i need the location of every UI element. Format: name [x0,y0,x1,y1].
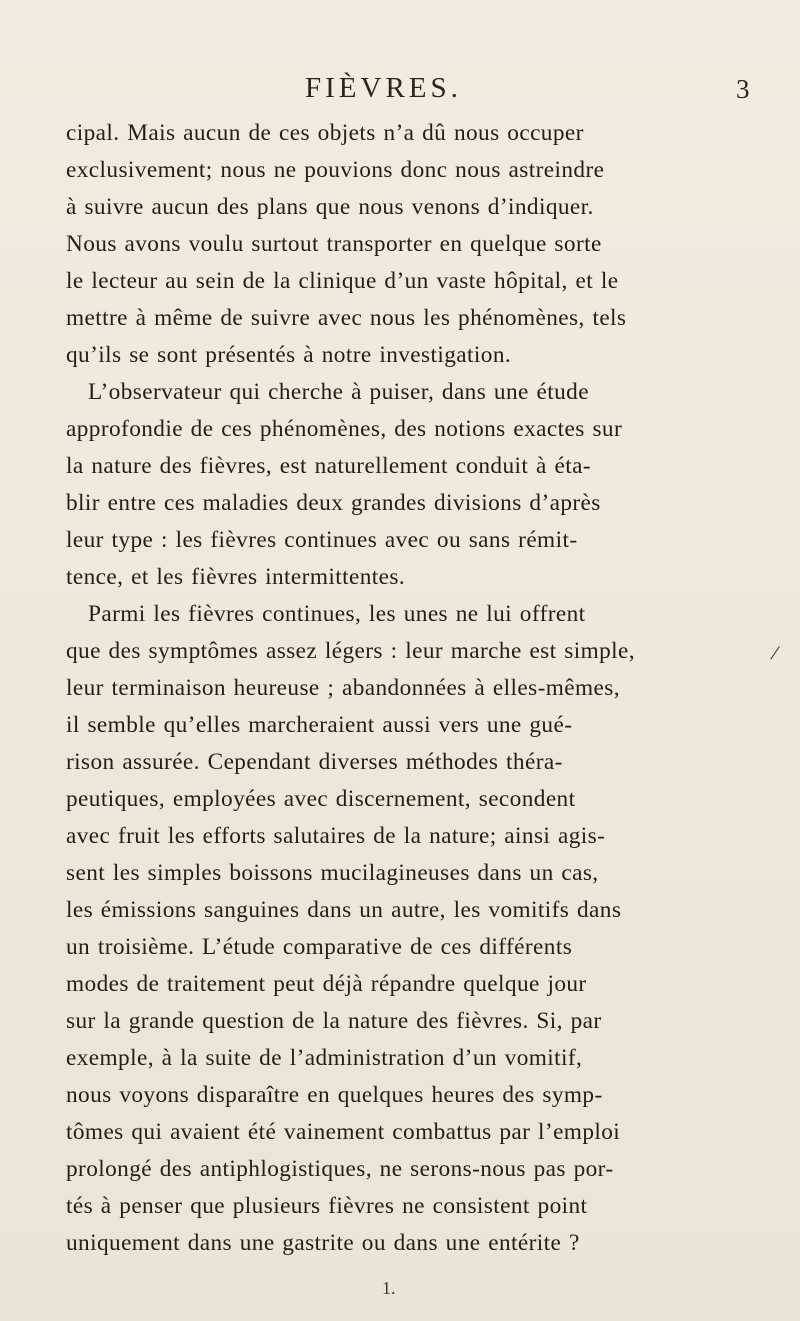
text-line: modes de traitement peut déjà répandre quelque jour [66,971,587,997]
text-line: tômes qui avaient été vainement combattus par l’emploi [66,1119,621,1145]
text-line: approfondie de ces phénomènes, des notions exactes sur [66,416,623,442]
text-line: rison assurée. Cependant diverses méthodes théra- [66,749,563,775]
text-line: sur la grande question de la nature des fièvres. Si, par [66,1008,602,1034]
text-line: mettre à même de suivre avec nous les phénomènes, tels [66,305,627,331]
margin-pencil-mark: / [768,639,782,666]
text-line: cipal. Mais aucun de ces objets n’a dû nous occuper [66,120,584,146]
text-line: avec fruit les efforts salutaires de la nature; ainsi agis- [66,823,606,849]
text-line: exclusivement; nous ne pouvions donc nous astreindre [66,157,605,183]
text-line: la nature des fièvres, est naturellement conduit à éta- [66,453,591,479]
text-line: que des symptômes assez légers : leur marche est simple, [66,638,635,664]
text-line: leur terminaison heureuse ; abandonnées à elles-mêmes, [66,675,620,701]
text-line: tence, et les fièvres intermittentes. [66,564,406,590]
text-line: tés à penser que plusieurs fièvres ne consistent point [66,1193,588,1219]
text-line: il semble qu’elles marcheraient aussi vers une gué- [66,712,573,738]
running-title: FIÈVRES. [305,72,462,104]
running-head [0,72,800,112]
text-line: le lecteur au sein de la clinique d’un vaste hôpital, et le [66,268,619,294]
text-line: les émissions sanguines dans un autre, les vomitifs dans [66,897,622,923]
text-line: qu’ils se sont présentés à notre investigation. [66,342,512,368]
text-line: sent les simples boissons mucilagineuses dans un cas, [66,860,599,886]
text-line: prolongé des antiphlogistiques, ne serons-nous pas por- [66,1156,614,1182]
text-line: exemple, à la suite de l’administration d’un vomitif, [66,1045,583,1071]
page-number: 3 [736,74,750,104]
text-line: leur type : les fièvres continues avec ou sans rémit- [66,527,578,553]
text-line: blir entre ces maladies deux grandes divisions d’après [66,490,601,516]
text-line: peutiques, employées avec discernement, secondent [66,786,576,812]
text-line: Parmi les fièvres continues, les unes ne lui offrent [88,601,586,627]
text-line: à suivre aucun des plans que nous venons d’indiquer. [66,194,594,220]
text-line: L’observateur qui cherche à puiser, dans une étude [88,379,589,405]
text-line: un troisième. L’étude comparative de ces différents [66,934,573,960]
text-line: uniquement dans une gastrite ou dans une entérite ? [66,1230,580,1256]
text-line: nous voyons disparaître en quelques heures des symp- [66,1082,603,1108]
signature-mark: 1. [382,1278,396,1298]
text-line: Nous avons voulu surtout transporter en quelque sorte [66,231,602,257]
